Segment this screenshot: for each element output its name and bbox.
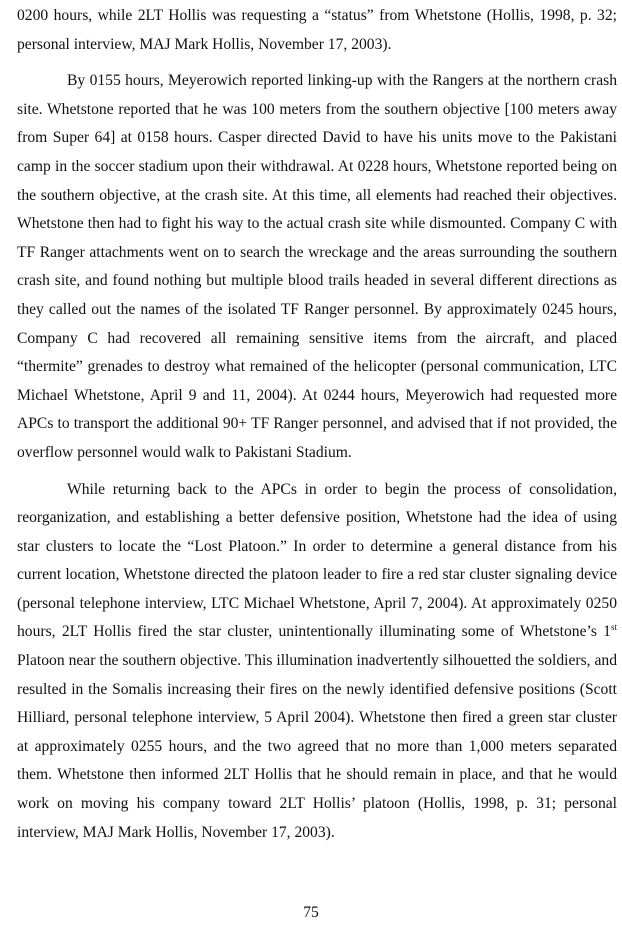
paragraph-star-clusters-text-b: Platoon near the southern objective. This illumination inadvertently silhouetted the soldiers, and resulted in the Somalis increasing their fires on the newly identified defensive positions (Scott Hilliard, personal telephone interview, 5 April 2004). Whetstone then fired a green star cluster at approximately 0255 hours, and the two agreed that no more than 1,000 meters separated them. Whetstone then informed 2LT Hollis that he should remain in place, and that he would work on moving his company toward 2LT Hollis’ platoon (Hollis, 1998, p. 31; personal interview, MAJ Mark Hollis, November 17, 2003). — [17, 652, 617, 841]
page-number: 75 — [303, 904, 319, 921]
ordinal-superscript: st — [610, 622, 617, 633]
document-body — [17, 0, 617, 847]
paragraph-star-clusters-text-a: While returning back to the APCs in order to begin the process of consolidation, reorganization, and establishing a better defensive position, Whetstone had the idea of using star clusters to locate the “Lost Platoon.” In order to determine a general distance from his current location, Whetstone directed the platoon leader to fire a red star cluster signaling device (personal telephone interview, LTC Michael Whetstone, April 7, 2004). At approximately 0250 hours, 2LT Hollis fired the star cluster, unintentionally illuminating some of Whetstone’s 1 — [17, 480, 617, 641]
paragraph-crash-site: By 0155 hours, Meyerowich reported linking-up with the Rangers at the northern crash site. Whetstone reported that he was 100 meters from the southern objective [100 meters away from Super 64] at 0158 hours. Casper directed David to have his units move to the Pakistani camp in the soccer stadium upon their withdrawal. At 0228 hours, Whetstone reported being on the southern objective, at the crash site. At this time, all elements had reached their objectives. Whetstone then had to fight his way to the actual crash site while dismounted. Company C with TF Ranger attachments went on to search the wreckage and the areas surrounding the southern crash site, and found nothing but multiple blood trails headed in several different directions as they called out the names of the isolated TF Ranger personnel. By approximately 0245 hours, Company C had recovered all remaining sensitive items from the aircraft, and placed “thermite” grenades to destroy what remained of the helicopter (personal communication, LTC Michael Whetstone, April 9 and 11, 2004). At 0244 hours, Meyerowich had requested more APCs to transport the additional 90+ TF Ranger personnel, and advised that if not provided, the overflow personnel would walk to Pakistani Stadium. — [17, 72, 617, 461]
paragraph-star-clusters — [17, 476, 617, 848]
paragraph-continuation: 0200 hours, while 2LT Hollis was requesting a “status” from Whetstone (Hollis, 1998, p. 32; personal interview, MAJ Mark Hollis, November 17, 2003). — [17, 7, 617, 53]
